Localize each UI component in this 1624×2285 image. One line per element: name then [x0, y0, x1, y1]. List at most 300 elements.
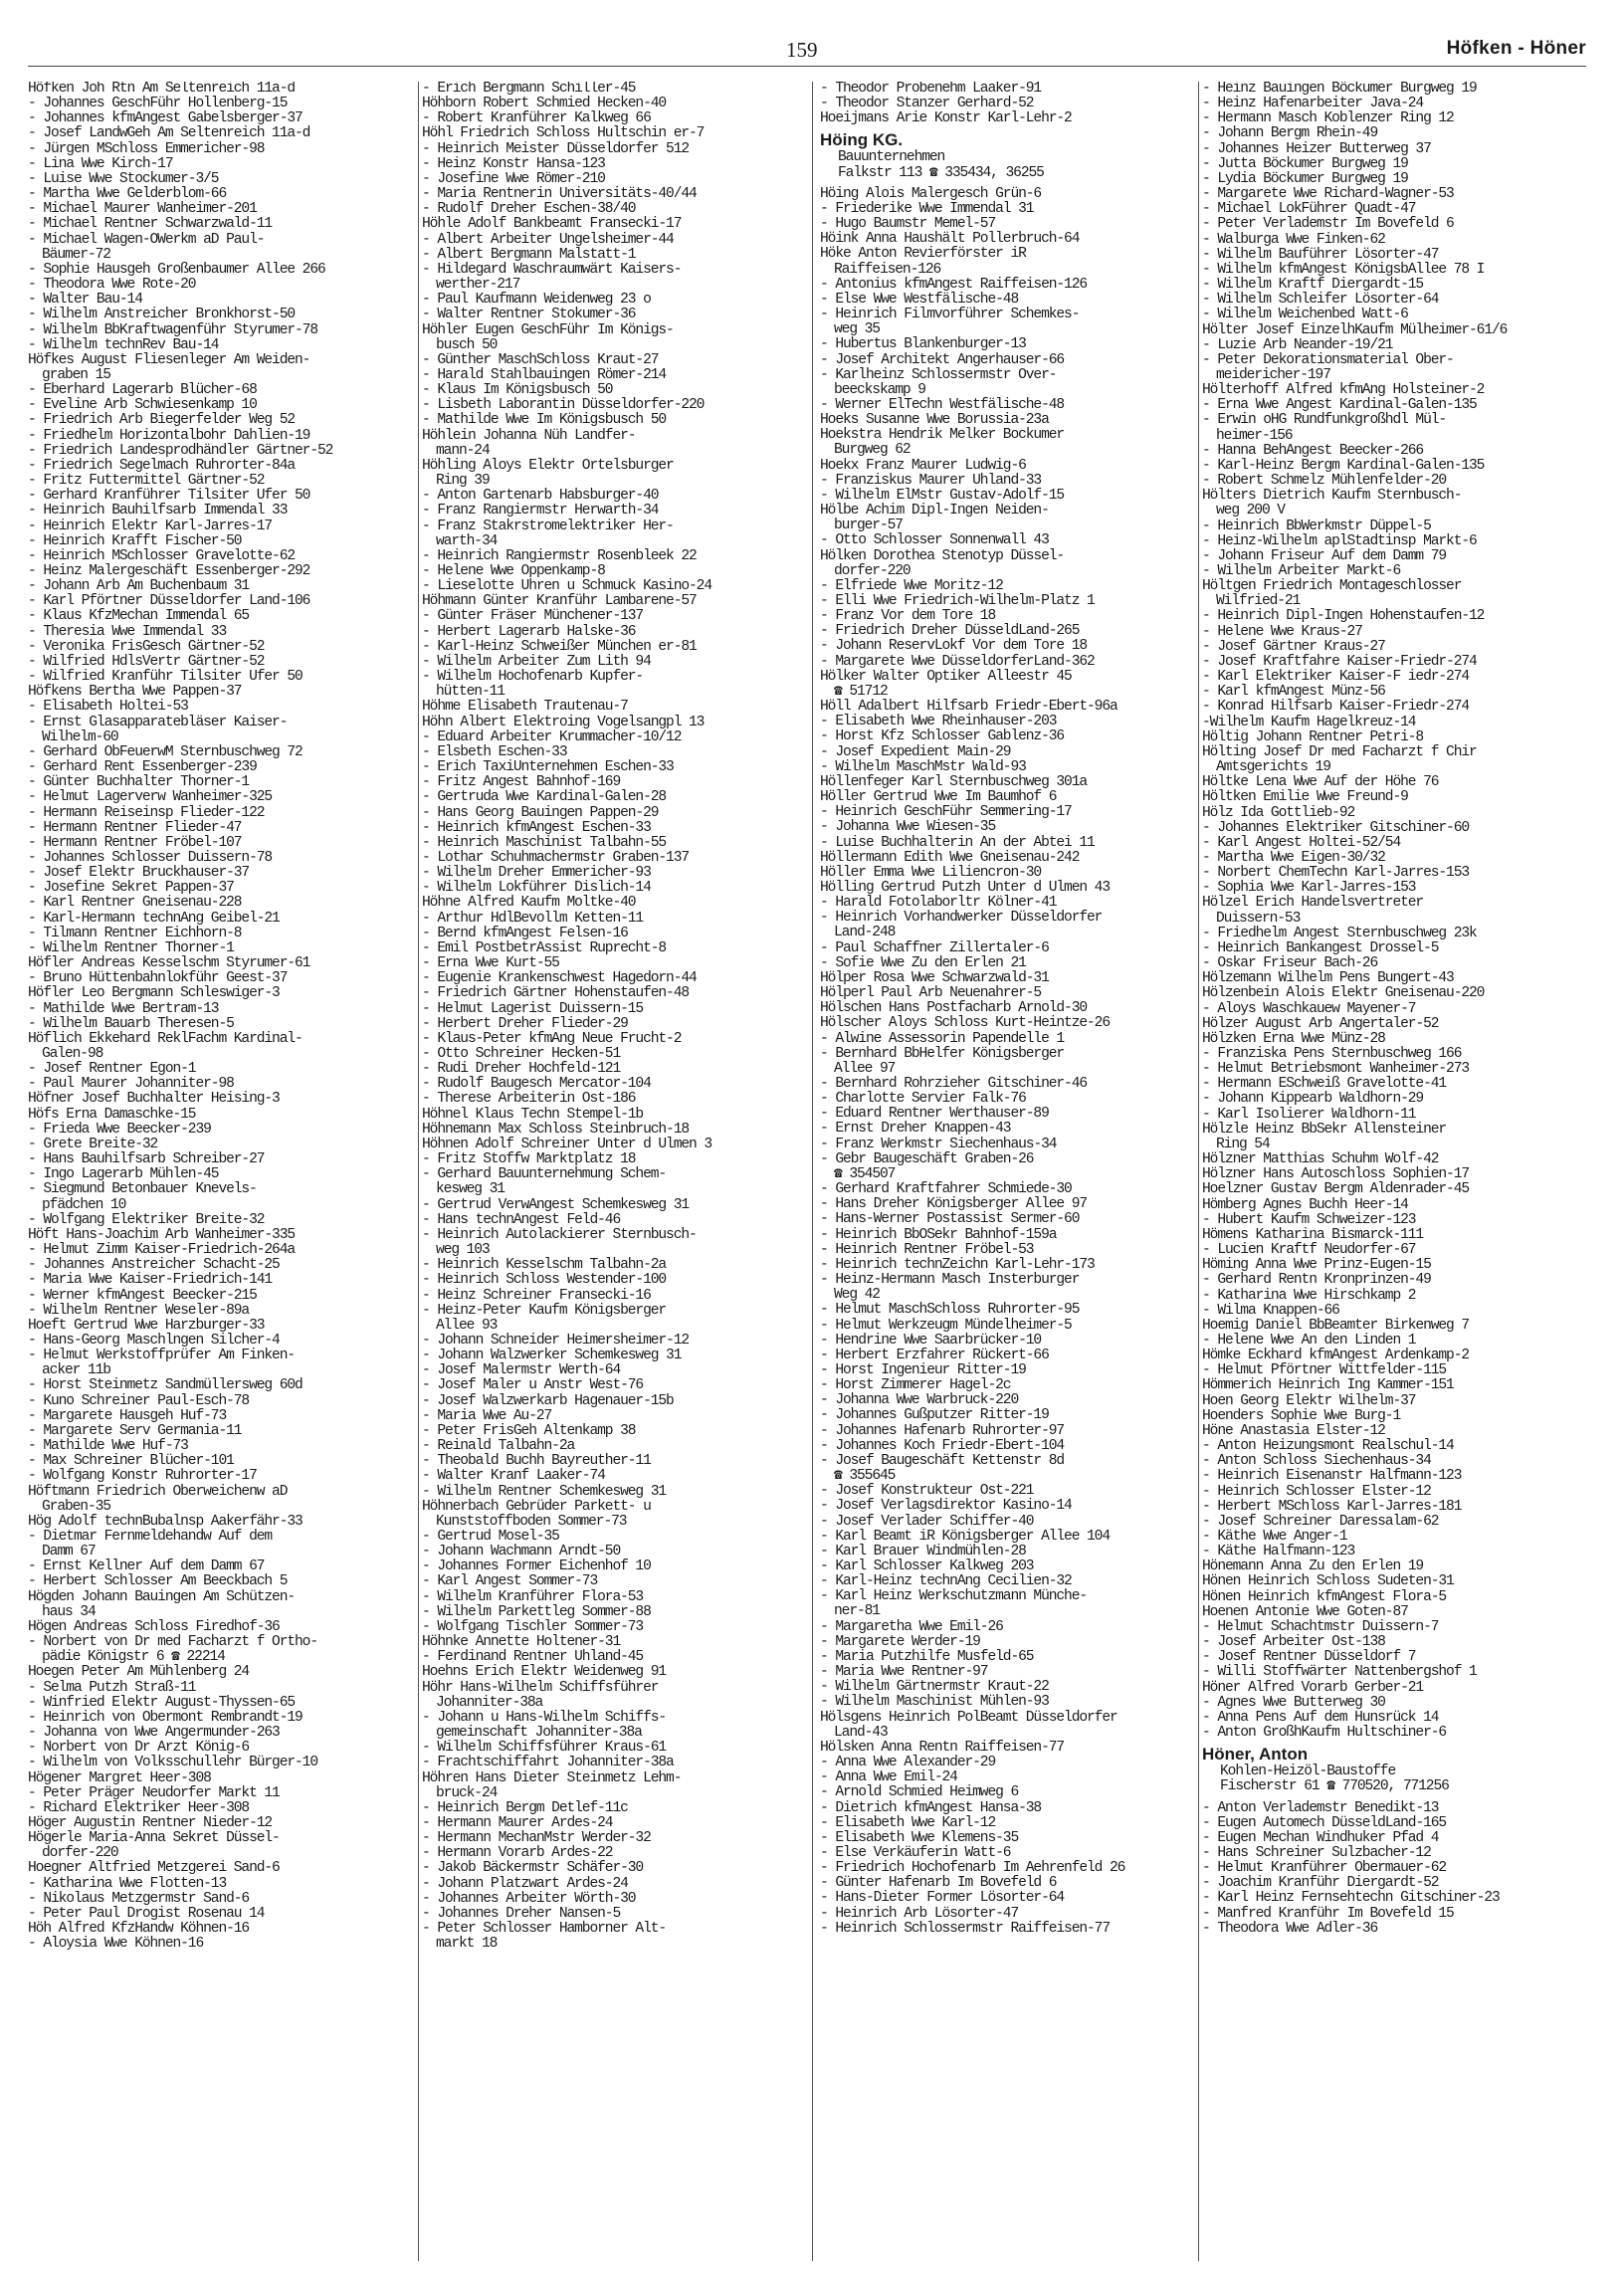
directory-entry: - Robert Schmelz Mühlenfelder-20	[1202, 473, 1447, 490]
directory-entry: - Karl Angest Sommer-73	[422, 1573, 598, 1590]
directory-entry: - Gebr Baugeschäft Graben-26	[820, 1150, 1034, 1167]
entry-continuation: dorfer-220	[42, 1845, 118, 1862]
column-3	[820, 82, 1202, 2261]
directory-entry: - Katharina Wwe Flotten-13	[28, 1875, 227, 1892]
directory-entry: - Wilhelm Rentner Thorner-1	[28, 939, 234, 956]
directory-entry: - Theresia Wwe Immendal 33	[28, 623, 227, 640]
directory-entry: Höhr Hans-Wilhelm Schiffsführer	[422, 1679, 659, 1696]
directory-entry: - Wilhelm Rentner Schemkesweg 31	[422, 1483, 667, 1500]
directory-entry: - Hermann Vorarb Ardes-22	[422, 1845, 613, 1862]
directory-entry: - Friedrich Landesprodhändler Gärtner-52	[28, 442, 333, 459]
directory-entry: - Veronika FrisGesch Gärtner-52	[28, 638, 265, 655]
directory-entry: - Josef Gärtner Kraus-27	[1202, 638, 1385, 655]
directory-entry: - Hans-Georg Maschlngen Silcher-4	[28, 1332, 280, 1349]
directory-entry: - Werner kfmAngest Beecker-215	[28, 1287, 257, 1304]
directory-entry: - Alwine Assessorin Papendelle 1	[820, 1030, 1065, 1047]
directory-entry: Höhnemann Max Schloss Steinbruch-18	[422, 1121, 690, 1138]
directory-entry: - Albert Bergmann Malstatt-1	[422, 246, 636, 263]
directory-entry: Hoeks Susanne Wwe Borussia-23a	[820, 412, 1049, 429]
directory-entry: - Rudi Dreher Hochfeld-121	[422, 1061, 621, 1078]
directory-entry: - Heinrich Schlossermstr Raiffeisen-77	[820, 1920, 1110, 1937]
directory-entry: - Theodor Probenehm Laaker-91	[820, 82, 1042, 97]
directory-entry: - Hermann Rentner Fröbel-107	[28, 834, 242, 851]
directory-entry: - Heinrich Filmvorführer Schemkes-	[820, 307, 1080, 323]
directory-entry: - Heinz Schreiner Fransecki-16	[422, 1287, 651, 1304]
directory-entry: - Walburga Wwe Finken-62	[1202, 231, 1385, 248]
directory-entry: - Heinrich BbWerkmstr Düppel-5	[1202, 518, 1431, 534]
directory-entry: - Elisabeth Wwe Rheinhauser-203	[820, 714, 1057, 730]
directory-entry: - Lieselotte Uhren u Schmuck Kasino-24	[422, 578, 711, 595]
directory-entry: - Josef Elektr Bruckhauser-37	[28, 865, 250, 882]
directory-entry: - Johann Platzwart Ardes-24	[422, 1875, 628, 1892]
directory-entry: - Arthur HdlBevollm Ketten-11	[422, 910, 644, 927]
directory-entry: - Dietmar Fernmeldehandw Auf dem	[28, 1529, 273, 1545]
directory-entry: - Wilhelm Dreher Emmericher-93	[422, 865, 651, 882]
directory-entry: - Fritz Futtermittel Gärtner-52	[28, 473, 265, 490]
directory-entry: Hölzle Heinz BbSekr Allensteiner	[1202, 1121, 1447, 1138]
entry-continuation: ☎ 354507	[834, 1165, 896, 1182]
directory-entry: - Hermann Rentner Flieder-47	[28, 819, 242, 836]
directory-entry: - Margarete Werder-19	[820, 1633, 980, 1650]
directory-entry: - Herbert Lagerarb Halske-36	[422, 623, 636, 640]
directory-entry: - Wilhelm von Volksschullehr Bürger-10	[28, 1755, 317, 1771]
directory-entry: - Hans Schreiner Sulzbacher-12	[1202, 1844, 1431, 1861]
directory-entry: - Karl Rentner Gneisenau-228	[28, 895, 242, 912]
directory-entry: - Robert Kranführer Kalkweg 66	[422, 110, 651, 127]
directory-entry: - Wilhelm Bauführer Lösorter-47	[1202, 246, 1439, 263]
directory-entry: Höfs Erna Damaschke-15	[28, 1106, 196, 1123]
directory-entry: - Hugo Baumstr Memel-57	[820, 216, 996, 233]
directory-entry: - Heinrich Kesselschm Talbahn-2a	[422, 1257, 667, 1274]
directory-entry: - Eugenie Krankenschwest Hagedorn-44	[422, 970, 697, 987]
directory-entry: - Erich TaxiUnternehmen Eschen-33	[422, 759, 674, 776]
directory-entry: - Wilhelm Rentner Weseler-89a	[28, 1302, 250, 1319]
directory-entry: - Günter Hafenarb Im Bovefeld 6	[820, 1875, 1057, 1892]
directory-entry: - Michael LokFührer Quadt-47	[1202, 201, 1416, 218]
directory-entry: - Anton Verlademstr Benedikt-13	[1202, 1799, 1439, 1816]
directory-entry: - Josef Konstrukteur Ost-221	[820, 1483, 1034, 1500]
directory-entry: Höhn Albert Elektroing Vogelsangpl 13	[422, 714, 705, 730]
directory-entry: - Klaus Im Königsbusch 50	[422, 382, 613, 399]
directory-entry: - Sophia Wwe Karl-Jarres-153	[1202, 880, 1416, 897]
directory-entry: Hölschen Hans Postfacharb Arnold-30	[820, 1000, 1088, 1017]
directory-entry: - Helmut Kranführer Obermauer-62	[1202, 1860, 1447, 1877]
directory-entry: Höfkens Bertha Wwe Pappen-37	[28, 684, 242, 701]
directory-entry: - Heinrich technZeichn Karl-Lehr-173	[820, 1256, 1095, 1273]
directory-entry: - Sofie Wwe Zu den Erlen 21	[820, 954, 1026, 971]
directory-entry: Hölsken Anna Rentn Raiffeisen-77	[820, 1739, 1065, 1756]
directory-entry: - Josef Verlader Schiffer-40	[820, 1513, 1034, 1530]
directory-entry: Höhnerbach Gebrüder Parkett- u	[422, 1498, 651, 1515]
directory-entry: - Klaus-Peter kfmAng Neue Frucht-2	[422, 1030, 682, 1047]
directory-entry: Hölperl Paul Arb Neuenahrer-5	[820, 985, 1042, 1002]
directory-entry: -Wilhelm Kaufm Hagelkreuz-14	[1202, 714, 1416, 730]
entry-continuation: ner-81	[834, 1603, 880, 1620]
directory-entry: Högen Andreas Schloss Firedhof-36	[28, 1618, 280, 1635]
directory-entry: - Josef Architekt Angerhauser-66	[820, 351, 1065, 368]
directory-entry: - Harald Fotolaborltr Kölner-41	[820, 895, 1057, 912]
directory-entry: - Martha Wwe Gelderblom-66	[28, 186, 227, 203]
directory-entry: - Franz Stakrstromelektriker Her-	[422, 518, 674, 534]
directory-entry: Hölling Gertrud Putzh Unter d Ulmen 43	[820, 879, 1110, 896]
directory-entry: - Heinrich Bankangest Drossel-5	[1202, 939, 1439, 956]
column-divider	[812, 82, 813, 2261]
directory-entry: - Anton Schloss Siechenhaus-34	[1202, 1453, 1431, 1470]
directory-entry: - Emil PostbetrAssist Ruprecht-8	[422, 939, 667, 956]
directory-entry: - Joachim Kranführ Diergardt-52	[1202, 1875, 1439, 1892]
directory-entry: Hölzken Erna Wwe Münz-28	[1202, 1030, 1385, 1047]
directory-entry: - Bernhard BbHelfer Königsberger	[820, 1045, 1065, 1062]
directory-entry: Höhnen Adolf Schreiner Unter d Ulmen 3	[422, 1136, 711, 1152]
directory-entry: - Werner ElTechn Westfälische-48	[820, 396, 1065, 413]
directory-entry: - Anna Wwe Alexander-29	[820, 1755, 996, 1771]
entry-continuation: hütten-11	[436, 684, 505, 701]
directory-entry: - Josef Verlagsdirektor Kasino-14	[820, 1498, 1072, 1515]
directory-entry: - Johann u Hans-Wilhelm Schiffs-	[422, 1709, 667, 1726]
directory-entry: - Michael Rentner Schwarzwald-11	[28, 216, 273, 233]
directory-entry: - Luzie Arb Neander-19/21	[1202, 336, 1393, 353]
directory-entry: - Frieda Wwe Beecker-239	[28, 1121, 211, 1138]
directory-entry: - Bernhard Rohrzieher Gitschiner-46	[820, 1076, 1088, 1092]
directory-entry: - Luise Wwe Stockumer-3/5	[28, 170, 219, 187]
directory-entry: - Hans-Werner Postassist Sermer-60	[820, 1211, 1080, 1228]
directory-entry: - Johannes Dreher Nansen-5	[422, 1905, 621, 1922]
directory-entry: - Heinrich Bauhilfsarb Immendal 33	[28, 503, 288, 519]
column-4	[1202, 82, 1590, 2261]
entry-continuation: heimer-156	[1216, 427, 1293, 444]
directory-entry: - Käthe Halfmann-123	[1202, 1544, 1355, 1560]
directory-entry: - Karl-Heinz Bergm Kardinal-Galen-135	[1202, 457, 1485, 474]
directory-entry: Höltke Lena Wwe Auf der Höhe 76	[1202, 774, 1439, 791]
directory-entry: - Anna Pens Auf dem Hunsrück 14	[1202, 1709, 1439, 1726]
directory-entry: Hölz Ida Gottlieb-92	[1202, 804, 1355, 821]
entry-continuation: Galen-98	[42, 1046, 103, 1062]
directory-entry: - Franz Rangiermstr Herwarth-34	[422, 503, 659, 519]
directory-entry: - Hendrine Wwe Saarbrücker-10	[820, 1332, 1042, 1349]
directory-entry: Höhling Aloys Elektr Ortelsburger	[422, 457, 674, 474]
directory-entry: - Wilhelm kfmAngest KönigsbAllee 78 I	[1202, 261, 1485, 278]
directory-entry: - Willi Stoffwärter Nattenbergshof 1	[1202, 1664, 1477, 1681]
directory-entry: - Gertruda Wwe Kardinal-Galen-28	[422, 789, 667, 806]
directory-entry: - Walter Rentner Stokumer-36	[422, 307, 636, 323]
directory-entry: - Gerhard Bauunternehmung Schem-	[422, 1166, 667, 1183]
directory-entry: - Horst Kfz Schlosser Gablenz-36	[820, 728, 1065, 745]
directory-entry: Höhl Friedrich Schloss Hultschin er-7	[422, 125, 705, 142]
directory-entry: - Gerhard Rentn Kronprinzen-49	[1202, 1272, 1431, 1289]
directory-entry: - Maria Wwe Au-27	[422, 1407, 552, 1424]
directory-entry: - Ernst Kellner Auf dem Damm 67	[28, 1558, 265, 1575]
directory-entry: - Gertrud Mosel-35	[422, 1529, 559, 1545]
entry-continuation: werther-217	[436, 277, 520, 294]
directory-entry: - Josef Expedient Main-29	[820, 743, 1011, 760]
directory-entry: - Johann Kippearb Waldhorn-29	[1202, 1091, 1424, 1108]
directory-entry: - Hans Bauhilfsarb Schreiber-27	[28, 1151, 265, 1168]
directory-entry: - Karl Beamt iR Königsberger Allee 104	[820, 1528, 1110, 1545]
entry-continuation: Land-248	[834, 925, 896, 941]
directory-entry: Hoeijmans Arie Konstr Karl-Lehr-2	[820, 110, 1072, 127]
entry-continuation: Ring 39	[436, 473, 490, 490]
directory-entry: - Josef Malermstr Werth-64	[422, 1362, 621, 1379]
directory-entry: - Michael Maurer Wanheimer-201	[28, 201, 257, 218]
directory-entry: - Johannes Gußputzer Ritter-19	[820, 1407, 1049, 1424]
directory-entry: - Karl-Hermann technAng Geibel-21	[28, 910, 280, 927]
directory-entry: Höhne Alfred Kaufm Moltke-40	[422, 895, 636, 912]
entry-continuation: busch 50	[436, 336, 498, 353]
directory-entry: - Elisabeth Holtei-53	[28, 699, 188, 716]
directory-entry: - Josef Baugeschäft Kettenstr 8d	[820, 1452, 1065, 1469]
directory-entry: Höfler Andreas Kesselschm Styrumer-61	[28, 955, 310, 972]
directory-entry: Hoelzner Gustav Bergm Aldenrader-45	[1202, 1181, 1470, 1198]
entry-continuation: acker 11b	[42, 1362, 110, 1379]
directory-entry: - Grete Breite-32	[28, 1136, 158, 1152]
directory-entry: Höltken Emilie Wwe Freund-9	[1202, 789, 1408, 806]
entry-continuation: gemeinschaft Johanniter-38a	[436, 1725, 642, 1742]
directory-entry: Hölterhoff Alfred kfmAng Holsteiner-2	[1202, 382, 1485, 399]
directory-entry: - Heinrich Rangiermstr Rosenbleek 22	[422, 547, 697, 564]
directory-entry: - Max Schreiner Blücher-101	[28, 1453, 234, 1470]
directory-entry: - Agnes Wwe Butterweg 30	[1202, 1694, 1385, 1711]
directory-entry: Höft Hans-Joachim Arb Wanheimer-335	[28, 1226, 296, 1243]
directory-entry: - Luise Buchhalterin An der Abtei 11	[820, 834, 1095, 851]
directory-entry: - Heinrich von Obermont Rembrandt-19	[28, 1709, 303, 1726]
entry-continuation: Burgweg 62	[834, 442, 911, 459]
directory-entry: - Heinz-Peter Kaufm Königsberger	[422, 1302, 667, 1319]
directory-entry: - Johann Wachmann Arndt-50	[422, 1544, 621, 1560]
directory-entry: - Jürgen MSchloss Emmericher-98	[28, 140, 265, 157]
directory-entry: - Kuno Schreiner Paul-Esch-78	[28, 1392, 250, 1409]
directory-entry: - Johannes Schlosser Duissern-78	[28, 849, 273, 866]
directory-entry: - Hermann Masch Koblenzer Ring 12	[1202, 110, 1454, 127]
directory-entry: Höllermann Edith Wwe Gneisenau-242	[820, 849, 1080, 866]
directory-entry: Hoekstra Hendrik Melker Bockumer	[820, 427, 1065, 444]
directory-entry: - Aloys Waschkauew Mayener-7	[1202, 1000, 1416, 1017]
directory-entry: - Friedrich Hochofenarb Im Aehrenfeld 26	[820, 1860, 1125, 1877]
directory-entry: - Hans-Dieter Former Lösorter-64	[820, 1890, 1065, 1907]
directory-entry: Höllenfeger Karl Sternbuschweg 301a	[820, 773, 1088, 790]
directory-entry: Höhme Elisabeth Trautenau-7	[422, 699, 628, 716]
directory-entry: - Paul Kaufmann Weidenweg 23 o	[422, 292, 651, 309]
directory-entry: - Antonius kfmAngest Raiffeisen-126	[820, 276, 1088, 293]
directory-entry: - Horst Ingenieur Ritter-19	[820, 1361, 1026, 1378]
directory-entry: Höhnel Klaus Techn Stempel-1b	[422, 1106, 644, 1123]
directory-entry: - Helmut Pförtner Wittfelder-115	[1202, 1362, 1447, 1379]
entry-continuation: pädie Königstr 6 ☎ 22214	[42, 1649, 225, 1666]
directory-entry: - Hubert Kaufm Schweizer-123	[1202, 1211, 1416, 1228]
directory-entry: - Konrad Hilfsarb Kaiser-Friedr-274	[1202, 699, 1470, 716]
directory-entry: - Norbert von Dr Arzt König-6	[28, 1740, 250, 1757]
entry-continuation: haus 34	[42, 1603, 96, 1620]
directory-entry: - Johann ReservLokf Vor dem Tore 18	[820, 638, 1088, 655]
directory-entry: - Karl-Heinz Schweißer München er-81	[422, 638, 697, 655]
directory-entry: Hölker Walter Optiker Alleestr 45	[820, 668, 1072, 685]
directory-entry: - Heinrich Rentner Fröbel-53	[820, 1241, 1034, 1258]
directory-entry: - Reinald Talbahn-2a	[422, 1438, 575, 1455]
directory-entry: - Friedhelm Horizontalbohr Dahlien-19	[28, 427, 310, 444]
directory-entry: - Friederike Wwe Immendal 31	[820, 200, 1034, 217]
directory-entry: - Wilhelm Arbeiter Markt-6	[1202, 563, 1401, 579]
directory-entry: - Wilhelm ElMstr Gustav-Adolf-15	[820, 487, 1065, 504]
entry-continuation: Johanniter-38a	[436, 1694, 543, 1711]
directory-entry: - Peter Schlosser Hamborner Alt-	[422, 1921, 667, 1938]
directory-entry: Hoen Georg Elektr Wilhelm-37	[1202, 1392, 1416, 1409]
directory-entry: - Wilma Knappen-66	[1202, 1302, 1339, 1319]
directory-entry: - Karl Brauer Windmühlen-28	[820, 1543, 1026, 1559]
directory-entry: - Franziskus Maurer Uhland-33	[820, 472, 1042, 489]
directory-entry: Hoekx Franz Maurer Ludwig-6	[820, 457, 1026, 474]
directory-entry: Hönemann Anna Zu den Erlen 19	[1202, 1558, 1424, 1575]
column-divider	[1198, 82, 1199, 2261]
directory-entry: Hög Adolf technBubalnsp Aakerfähr-33	[28, 1513, 303, 1530]
entry-continuation: weg 103	[436, 1242, 490, 1259]
directory-entry: Hölter Josef EinzelhKaufm Mülheimer-61/6	[1202, 321, 1508, 338]
directory-entry: - Heinrich Schlosser Elster-12	[1202, 1483, 1431, 1500]
directory-entry: - Helmut Lagerist Duissern-15	[422, 1000, 644, 1017]
entry-continuation: ☎ 51712	[834, 683, 888, 700]
directory-entry: - Josef Kraftfahre Kaiser-Friedr-274	[1202, 653, 1477, 670]
directory-entry: - Günther MaschSchloss Kraut-27	[422, 351, 659, 368]
directory-entry: - Gertrud VerwAngest Schemkesweg 31	[422, 1196, 690, 1213]
directory-entry: - Heinrich Elektr Karl-Jarres-17	[28, 518, 273, 534]
directory-entry: - Heinz-Wilhelm aplStadtinsp Markt-6	[1202, 532, 1477, 549]
directory-entry: - Paul Maurer Johanniter-98	[28, 1076, 234, 1093]
directory-entry: - Wilhelm technRev Bau-14	[28, 336, 219, 353]
directory-entry: - Heinz Konstr Hansa-123	[422, 155, 605, 172]
directory-entry: - Karl Angest Holtei-52/54	[1202, 834, 1401, 851]
directory-entry: - Johanna Wwe Warbruck-220	[820, 1392, 1019, 1409]
entry-continuation: Raiffeisen-126	[834, 261, 941, 278]
directory-entry: - Herbert MSchloss Karl-Jarres-181	[1202, 1498, 1462, 1515]
directory-entry: - Johannes Former Eichenhof 10	[422, 1558, 651, 1575]
directory-entry: - Karl Heinz Werkschutzmann Münche-	[820, 1588, 1088, 1605]
directory-entry: - Heinrich Eisenanstr Halfmann-123	[1202, 1468, 1462, 1485]
directory-entry: - Wilfried Kranführ Tilsiter Ufer 50	[28, 669, 303, 686]
firm-description: Kohlen-Heizöl-Baustoffe	[1220, 1764, 1396, 1780]
directory-entry: - Helmut Werkstoffprüfer Am Finken-	[28, 1348, 296, 1364]
directory-entry: - Elisabeth Wwe Karl-12	[820, 1814, 996, 1831]
directory-entry: Höller Emma Wwe Liliencron-30	[820, 864, 1042, 881]
directory-entry: - Herbert Dreher Flieder-29	[422, 1015, 628, 1032]
entry-continuation: Amtsgerichts 19	[1216, 759, 1330, 776]
directory-entry: Höming Anna Wwe Prinz-Eugen-15	[1202, 1257, 1431, 1274]
directory-entry: - Friedrich Arb Biegerfelder Weg 52	[28, 412, 296, 429]
directory-entry: - Gerhard ObFeuerwM Sternbuschweg 72	[28, 743, 303, 760]
directory-entry: - Walter Bau-14	[28, 292, 142, 309]
directory-entry: - Gerhard Rent Essenberger-239	[28, 759, 257, 776]
directory-entry: Högerle Maria-Anna Sekret Düssel-	[28, 1830, 280, 1847]
directory-entry: Hölzner Matthias Schuhm Wolf-42	[1202, 1151, 1439, 1168]
directory-entry: - Wilhelm MaschMstr Wald-93	[820, 758, 1026, 775]
directory-entry: Höflich Ekkehard ReklFachm Kardinal-	[28, 1030, 303, 1047]
directory-entry: - Helmut Schachtmstr Duissern-7	[1202, 1618, 1439, 1635]
directory-entry: - Johannes Elektriker Gitschiner-60	[1202, 819, 1470, 836]
firm-address: Fischerstr 61 ☎ 770520, 771256	[1220, 1778, 1449, 1795]
entry-continuation: Wilhelm-60	[42, 728, 118, 745]
directory-entry: Höfler Leo Bergmann Schleswiger-3	[28, 985, 280, 1002]
directory-entry: Höhle Adolf Bankbeamt Fransecki-17	[422, 216, 682, 233]
directory-entry: - Eberhard Lagerarb Blücher-68	[28, 382, 257, 399]
entry-continuation: Kunststoffboden Sommer-73	[436, 1513, 627, 1530]
directory-entry: - Elli Wwe Friedrich-Wilhelm-Platz 1	[820, 593, 1095, 609]
directory-entry: - Anna Wwe Emil-24	[820, 1769, 957, 1786]
page-header	[0, 38, 1624, 68]
directory-entry: - Hubertus Blankenburger-13	[820, 336, 1026, 353]
directory-entry: - Wilhelm Schiffsführer Kraus-61	[422, 1740, 667, 1757]
directory-entry: - Siegmund Betonbauer Knevels-	[28, 1181, 257, 1198]
directory-entry: - Elfriede Wwe Moritz-12	[820, 577, 1003, 594]
directory-entry: - Johannes Koch Friedr-Ebert-104	[820, 1437, 1065, 1454]
directory-entry: - Theodora Wwe Adler-36	[1202, 1920, 1378, 1937]
directory-entry: - Hermann MechanMstr Werder-32	[422, 1830, 651, 1847]
directory-entry: Högden Johann Bauingen Am Schützen-	[28, 1588, 296, 1605]
entry-continuation: Ring 54	[1216, 1136, 1270, 1152]
directory-entry: - Josef Rentner Egon-1	[28, 1061, 196, 1078]
directory-entry: - Wilhelm Lokführer Dislich-14	[422, 880, 651, 897]
directory-entry: Höller Gertrud Wwe Im Baumhof 6	[820, 789, 1057, 806]
directory-entry: Höftmann Friedrich Oberweichenw aD	[28, 1483, 288, 1500]
directory-entry: - Karl Heinz Fernsehtechn Gitschiner-23	[1202, 1890, 1500, 1907]
directory-entry: - Margaretha Wwe Emil-26	[820, 1618, 1003, 1635]
directory-entry: - Maria Putzhilfe Musfeld-65	[820, 1648, 1034, 1665]
directory-entry: - Herbert Erzfahrer Rückert-66	[820, 1347, 1049, 1363]
directory-entry: - Ernst Dreher Knappen-43	[820, 1121, 1011, 1138]
directory-entry: - Helmut MaschSchloss Ruhrorter-95	[820, 1302, 1080, 1319]
directory-entry: - Wilfried HdlsVertr Gärtner-52	[28, 653, 265, 670]
directory-entry: - Johannes kfmAngest Gabelsberger-37	[28, 110, 303, 127]
directory-entry: Höger Augustin Rentner Nieder-12	[28, 1814, 273, 1831]
directory-entry: - Gerhard Kranführer Tilsiter Ufer 50	[28, 488, 310, 505]
entry-continuation: ☎ 355645	[834, 1468, 896, 1485]
directory-entry: - Margarete Hausgeh Huf-73	[28, 1407, 227, 1424]
directory-entry: - Karl Schlosser Kalkweg 203	[820, 1558, 1034, 1574]
directory-entry: - Maria Wwe Rentner-97	[820, 1664, 988, 1681]
directory-entry: - Heinz Malergeschäft Essenberger-292	[28, 563, 310, 579]
directory-entry: - Helene Wwe An den Linden 1	[1202, 1332, 1416, 1349]
directory-entry: Höfken Joh Rtn Am Seltenreich 11a-d	[28, 82, 296, 97]
entry-continuation: Bäumer-72	[42, 246, 110, 263]
directory-entry: - Theodora Wwe Rote-20	[28, 277, 196, 294]
directory-entry: - Mathilde Wwe Huf-73	[28, 1438, 188, 1455]
entry-continuation: Allee 93	[436, 1317, 498, 1334]
directory-entry: - Wilhelm Gärtnermstr Kraut-22	[820, 1679, 1049, 1696]
directory-entry: - Josef Maler u Anstr West-76	[422, 1377, 644, 1394]
directory-entry: - Wolfgang Elektriker Breite-32	[28, 1211, 265, 1228]
column-2	[422, 82, 804, 2261]
directory-entry: Höfkes August Fliesenleger Am Weiden-	[28, 351, 310, 368]
directory-entry: Höhlein Johanna Nüh Landfer-	[422, 427, 636, 444]
directory-entry: - Rudolf Dreher Eschen-38/40	[422, 201, 636, 218]
directory-entry: Höh Alfred KfzHandw Köhnen-16	[28, 1921, 250, 1938]
firm-name: Höing KG.	[820, 130, 904, 150]
directory-entry: - Karl kfmAngest Münz-56	[1202, 684, 1385, 701]
directory-entry: Höne Anastasia Elster-12	[1202, 1422, 1385, 1439]
directory-entry: - Paul Schaffner Zillertaler-6	[820, 939, 1049, 956]
directory-entry: - Anton GroßhKaufm Hultschiner-6	[1202, 1725, 1447, 1742]
directory-entry: - Theobald Buchh Bayreuther-11	[422, 1453, 651, 1470]
directory-entry: - Wilhelm Weichenbed Watt-6	[1202, 307, 1408, 323]
directory-entry: - Frachtschiffahrt Johanniter-38a	[422, 1755, 674, 1771]
directory-entry: Höhler Eugen GeschFühr Im Königs-	[422, 321, 674, 338]
directory-entry: Hölzner Hans Autoschloss Sophien-17	[1202, 1166, 1470, 1183]
directory-entry: - Heinrich Dipl-Ingen Hohenstaufen-12	[1202, 608, 1485, 625]
directory-entry: - Wilhelm Kranführer Flora-53	[422, 1588, 644, 1605]
directory-entry: - Heinrich Bergm Detlef-11c	[422, 1799, 628, 1816]
directory-entry: - Elisabeth Wwe Klemens-35	[820, 1829, 1019, 1846]
directory-entry: - Lothar Schuhmachermstr Graben-137	[422, 849, 690, 866]
directory-entry: - Fritz Stoffw Marktplatz 18	[422, 1151, 636, 1168]
directory-entry: - Wolfgang Konstr Ruhrorter-17	[28, 1468, 257, 1485]
directory-entry: - Helmut Zimm Kaiser-Friedrich-264a	[28, 1242, 296, 1259]
directory-entry: - Walter Kranf Laaker-74	[422, 1468, 605, 1485]
